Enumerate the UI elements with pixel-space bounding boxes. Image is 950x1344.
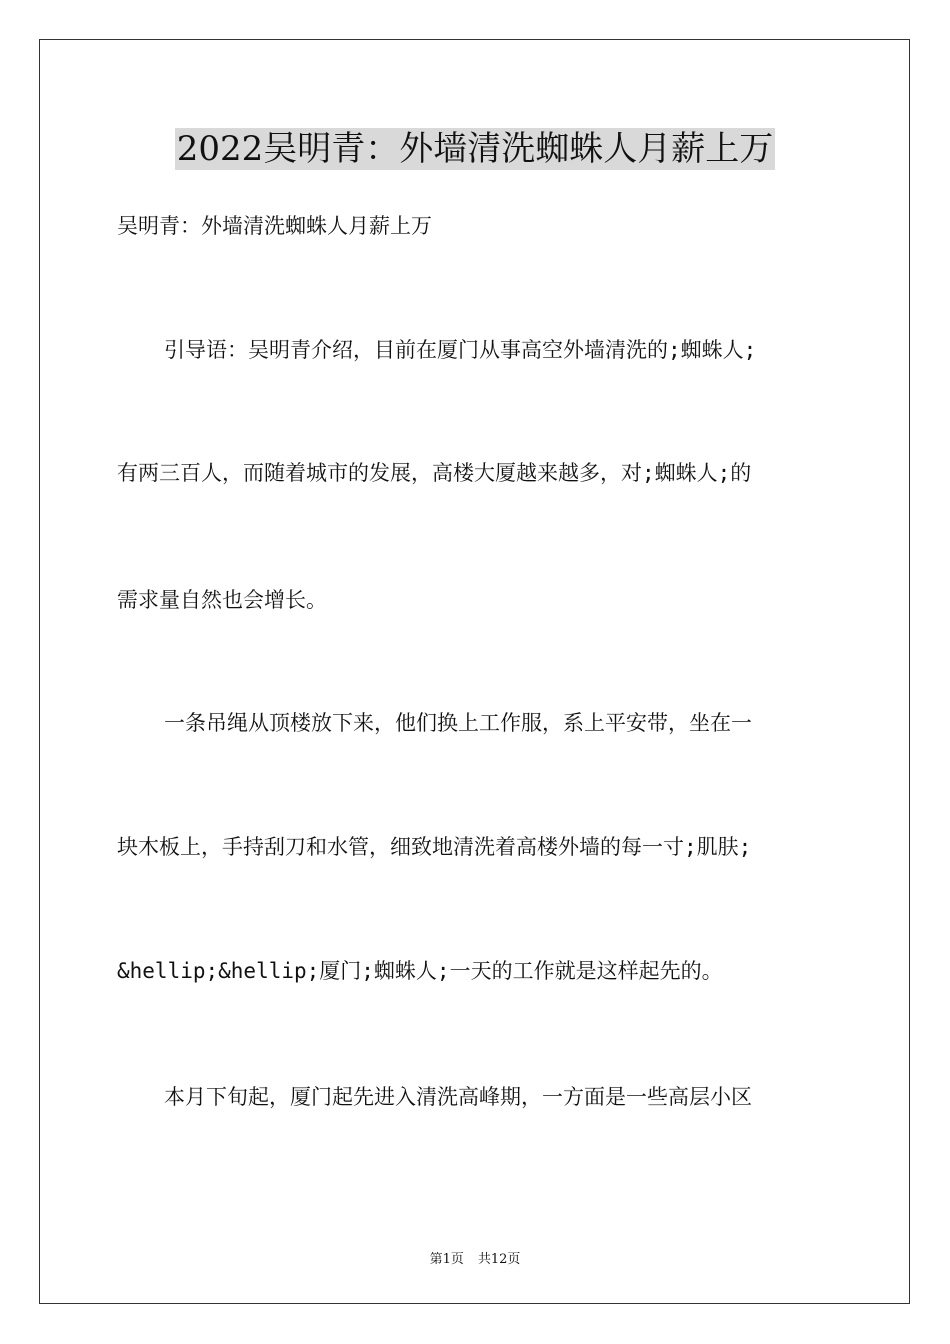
paragraph-line: 一条吊绳从顶楼放下来，他们换上工作服，系上平安带，坐在一	[164, 711, 752, 735]
page-footer	[0, 1248, 950, 1267]
document-subtitle: 吴明青：外墙清洗蜘蛛人月薪上万	[117, 214, 432, 238]
paragraph-line: &hellip;&hellip;厦门;蜘蛛人;一天的工作就是这样起先的。	[117, 959, 723, 983]
paragraph-line: 有两三百人，而随着城市的发展，高楼大厦越来越多，对;蜘蛛人;的	[117, 461, 752, 485]
page-number: 第1页	[429, 1252, 464, 1267]
paragraph-line: 本月下旬起，厦门起先进入清洗高峰期，一方面是一些高层小区	[164, 1085, 752, 1109]
page-total: 共12页	[477, 1252, 521, 1267]
title-container	[0, 128, 950, 170]
document-title: 2022吴明青：外墙清洗蜘蛛人月薪上万	[176, 129, 774, 169]
paragraph-line: 块木板上，手持刮刀和水管，细致地清洗着高楼外墙的每一寸;肌肤;	[117, 835, 752, 859]
paragraph-line: 引导语：吴明青介绍，目前在厦门从事高空外墙清洗的;蜘蛛人;	[164, 338, 757, 362]
paragraph-line: 需求量自然也会增长。	[117, 588, 327, 612]
